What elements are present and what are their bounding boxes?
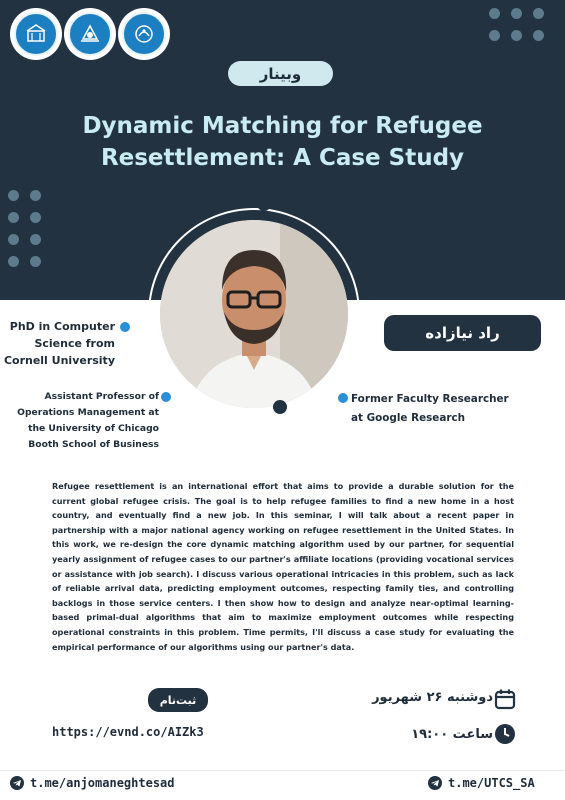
speaker-phd bbox=[0, 318, 115, 369]
speaker-position-line: Booth School of Business bbox=[28, 439, 159, 450]
calendar-icon bbox=[494, 688, 516, 710]
event-title-line-1: Dynamic Matching for Refugee bbox=[82, 113, 483, 139]
decor-dot bbox=[8, 234, 19, 245]
abstract-text: Refugee resettlement is an international effort that aims to provide a durable solution for the current global refugee crisis. The goal is to help refugee families to find a new home in a host country, and eventually find a new job. In this seminar, I will talk about a recent paper in partnership with a major national agency working on refugee resettlement in the United States. In this work, we re-design the core dynamic matching algorithm used by our partner, for sequential yearly assignment of refugee cases to our partner's affiliate locations (providing vocational services or assistance with job search). I discuss various operational intricacies in this problem, such as lack of reliable arrival data, predicting employment outcomes, respecting family ties, and controlling backlogs in those service centers. I then show how to design and analyze near-optimal learning-based primal-dual algorithms that aim to maximize employment outcomes while respecting operational constraints in this problem. Time permits, I'll discuss a case study for evaluating the empirical performance of our algorithms using our partner's data. bbox=[52, 481, 514, 652]
footer-divider bbox=[0, 770, 565, 771]
speaker-phd-line: Cornell University bbox=[3, 354, 115, 367]
speaker-phd-line: PhD in Computer bbox=[9, 320, 115, 333]
association-logo bbox=[118, 8, 170, 60]
footer-right-channel[interactable] bbox=[428, 776, 535, 790]
right-channel-link[interactable]: t.me/UTCS_SA bbox=[448, 776, 535, 790]
decor-dot bbox=[533, 30, 544, 41]
speaker-photo bbox=[160, 220, 348, 408]
registration-link[interactable]: https://evnd.co/AIZk3 bbox=[52, 725, 204, 739]
event-title bbox=[20, 110, 545, 174]
decor-dot bbox=[30, 212, 41, 223]
university-emblem-logo bbox=[64, 8, 116, 60]
decor-dot bbox=[489, 30, 500, 41]
bullet-dot bbox=[120, 322, 130, 332]
event-time: ساعت ۱۹:۰۰ bbox=[411, 727, 493, 742]
left-channel-link[interactable]: t.me/anjomaneghtesad bbox=[30, 776, 175, 790]
footer-left-channel[interactable] bbox=[10, 776, 175, 790]
decor-dot bbox=[30, 190, 41, 201]
decor-dot bbox=[489, 8, 500, 19]
speaker-position-line: Operations Management at bbox=[17, 407, 159, 418]
speaker-position-line: the University of Chicago bbox=[28, 423, 159, 434]
webinar-badge: وبینار bbox=[228, 61, 333, 86]
speaker-former-line: Former Faculty Researcher bbox=[351, 393, 509, 405]
clock-icon bbox=[494, 723, 516, 745]
telegram-icon bbox=[428, 776, 442, 790]
decor-dot bbox=[8, 190, 19, 201]
event-date: دوشنبه ۲۶ شهریور bbox=[372, 690, 493, 705]
speaker-name: راد نیازاده bbox=[384, 315, 541, 351]
portrait-accent-dot bbox=[257, 197, 271, 211]
speaker-position-line: Assistant Professor of bbox=[44, 391, 159, 402]
portrait-accent-dot bbox=[273, 400, 287, 414]
decor-dot bbox=[533, 8, 544, 19]
decor-dot bbox=[8, 212, 19, 223]
decor-dot bbox=[30, 256, 41, 267]
speaker-former-role bbox=[351, 390, 551, 428]
decor-dot bbox=[511, 30, 522, 41]
decor-dot bbox=[511, 8, 522, 19]
speaker-position bbox=[0, 389, 159, 453]
telegram-icon bbox=[10, 776, 24, 790]
register-button[interactable]: ثبت‌نام bbox=[148, 688, 208, 712]
bullet-dot bbox=[161, 392, 171, 402]
decor-dot bbox=[30, 234, 41, 245]
decor-dot bbox=[8, 256, 19, 267]
university-of-tehran-logo bbox=[10, 8, 62, 60]
speaker-former-line: at Google Research bbox=[351, 412, 466, 424]
bullet-dot bbox=[338, 393, 348, 403]
speaker-phd-line: Science from bbox=[34, 337, 115, 350]
event-title-line-2: Resettlement: A Case Study bbox=[100, 145, 465, 171]
